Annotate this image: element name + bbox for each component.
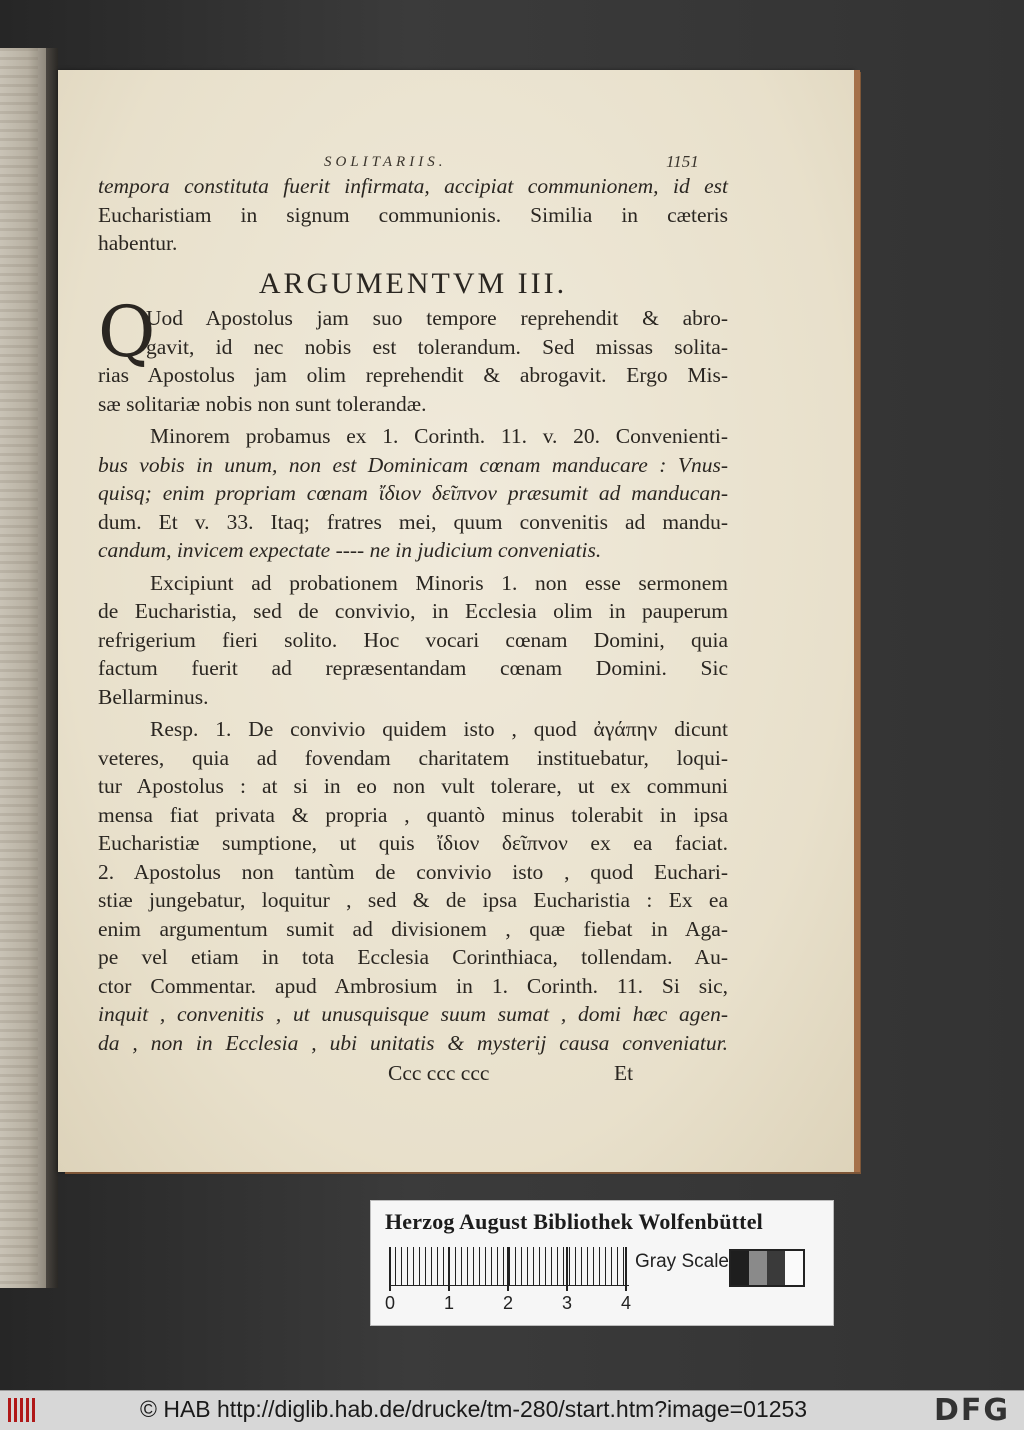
text-line: rias Apostolus jam olim reprehendit & abrogavit. Ergo Mis- [98,363,728,387]
ruler-number: 2 [503,1293,514,1313]
text-line: bus vobis in unum, non est Dominicam cœnam manducare : Vnus- [98,452,728,477]
text-line: Uod Apostolus jam suo tempore reprehendit & abro- [146,306,728,330]
text-line: ctor Commentar. apud Ambrosium in 1. Corinth. 11. Si sic, [98,973,728,998]
ruler-number: 4 [621,1293,632,1313]
running-head [98,148,728,172]
text-line: da , non in Ecclesia , ubi unitatis & mysterij causa conveniatur. [98,1030,728,1055]
text-line: habentur. [98,231,178,255]
text-line: enim argumentum sumit ad divisionem , quæ fiebat in Aga- [98,916,728,941]
paragraph [98,291,728,418]
running-head-title: SOLITARIIS. [324,154,447,170]
text-line: refrigerium fieri solito. Hoc vocari cœnam Domini, quia [98,627,728,652]
hab-logo-icon [8,1398,38,1422]
text-line: pe vel etiam in tota Ecclesia Corinthiaca, tollendam. Au- [98,945,728,969]
text-line: mensa fiat privata & propria , quantò minus tolerabit in ipsa [98,802,728,827]
section-heading: ARGUMENTVM III. [258,266,568,300]
text-line: 2. Apostolus non tantùm de convivio isto , quod Euchari- [98,859,728,884]
viewer-footer [0,1390,1024,1430]
text-line: sæ solitariæ nobis non sunt tolerandæ. [98,391,427,416]
text-line: inquit , convenitis , ut unusquisque suum sumat , domi hæc agen- [98,1002,728,1026]
card-title: Herzog August Bibliothek Wolfenbüttel [385,1209,763,1234]
page-footer-line [98,1059,728,1087]
text-line: factum fuerit ad repræsentandam cœnam Domini. Sic [98,656,728,680]
book-gutter [46,48,58,1288]
book-page [58,70,854,1172]
text-line: dum. Et v. 33. Itaq; fratres mei, quum convenitis ad mandu- [98,509,728,534]
paragraph [98,569,728,712]
gray-scale-swatches [729,1249,805,1287]
catchword: Et [614,1061,634,1085]
page-text [98,148,728,1087]
text-line: Minorem probamus ex 1. Corinth. 11. v. 20. Convenienti- [150,424,728,448]
folio-number: 1151 [666,152,699,171]
text-line: tempora constituta fuerit infirmata, accipiat communionem, id est [98,174,728,198]
ruler-number: 1 [444,1293,455,1313]
text-line: gavit, id nec nobis est tolerandum. Sed missas solita- [146,334,728,359]
gray-scale-label: Gray Scale [635,1251,729,1272]
permalink-link[interactable]: © HAB http://diglib.hab.de/drucke/tm-280/start.htm?image=01253 [140,1396,808,1422]
ruler-numbers [381,1293,641,1317]
paragraph [98,422,728,565]
drop-capital: Q [98,291,156,373]
paragraph [98,715,728,1057]
dfg-logo: DFG [934,1393,1011,1428]
previous-page-edge [0,48,48,1288]
text-line: Resp. 1. De convivio quidem isto , quod ἀγάπην dicunt [150,717,728,741]
ruler-number: 0 [385,1293,396,1313]
text-line: quisq; enim propriam cœnam ἴδιον δεῖπνον præsumit ad manducan- [98,481,728,505]
ruler-major-ticks [389,1247,629,1291]
text-line: Eucharistiæ sumptione, ut quis ἴδιον δεῖπνον ex ea faciat. [98,831,728,855]
gray-swatch [767,1251,785,1285]
color-reference-card [370,1200,834,1326]
text-line: Bellarminus. [98,684,209,709]
gray-swatch [785,1251,803,1285]
text-line: tur Apostolus : at si in eo non vult tolerare, ut ex communi [98,774,728,798]
text-line: Excipiunt ad probationem Minoris 1. non esse sermonem [150,570,728,595]
gray-swatch [749,1251,767,1285]
text-line: de Eucharistia, sed de convivio, in Ecclesia olim in pauperum [98,599,728,623]
text-line: veteres, quia ad fovendam charitatem instituebatur, loqui- [98,745,728,770]
gray-swatch [731,1251,749,1285]
ruler-number: 3 [562,1293,573,1313]
signature-mark: Ccc ccc ccc [388,1061,490,1085]
text-line: stiæ jungebatur, loquitur , sed & de ipsa Eucharistia : Ex ea [98,888,728,912]
text-line: Eucharistiam in signum communionis. Similia in cæteris [98,202,728,227]
text-line: candum, invicem expectate ---- ne in judicium conveniatis. [98,538,602,562]
